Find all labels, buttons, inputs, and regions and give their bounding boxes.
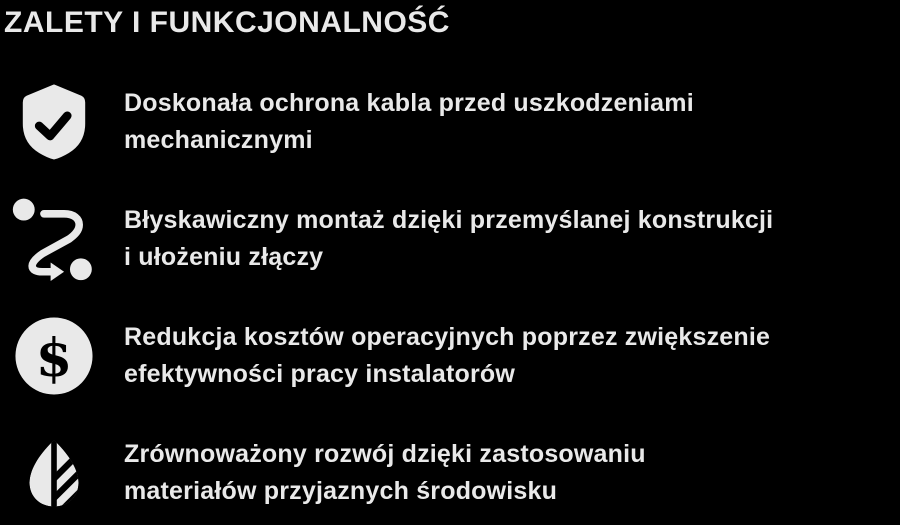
dollar-glyph: $ [35, 327, 73, 389]
feature-line: Redukcja kosztów operacyjnych poprzez zwiększenie [124, 323, 771, 351]
feature-text [124, 85, 694, 159]
leaf-icon [12, 429, 96, 517]
feature-line: Doskonała ochrona kabla przed uszkodzeniami [124, 89, 694, 117]
feature-item-protection [6, 78, 890, 166]
feature-line: mechanicznymi [124, 126, 313, 154]
feature-line: efektywności pracy instalatorów [124, 360, 516, 388]
feature-text [124, 319, 770, 393]
feature-text [124, 202, 773, 276]
feature-item-sustainability [6, 429, 890, 517]
feature-item-installation [6, 195, 890, 283]
shield-check-icon [12, 78, 96, 166]
route-icon [12, 195, 96, 283]
section-title: ZALETY I FUNKCJONALNOŚĆ [4, 6, 450, 39]
features-list [6, 78, 890, 517]
feature-line: Zrównoważony rozwój dzięki zastosowaniu [124, 440, 646, 468]
feature-line: i ułożeniu złączy [124, 243, 324, 271]
dollar-circle-icon [12, 312, 96, 400]
feature-text [124, 436, 646, 510]
feature-item-cost [6, 312, 890, 400]
feature-line: materiałów przyjaznych środowisku [124, 477, 558, 505]
feature-line: Błyskawiczny montaż dzięki przemyślanej konstrukcji [124, 206, 774, 234]
